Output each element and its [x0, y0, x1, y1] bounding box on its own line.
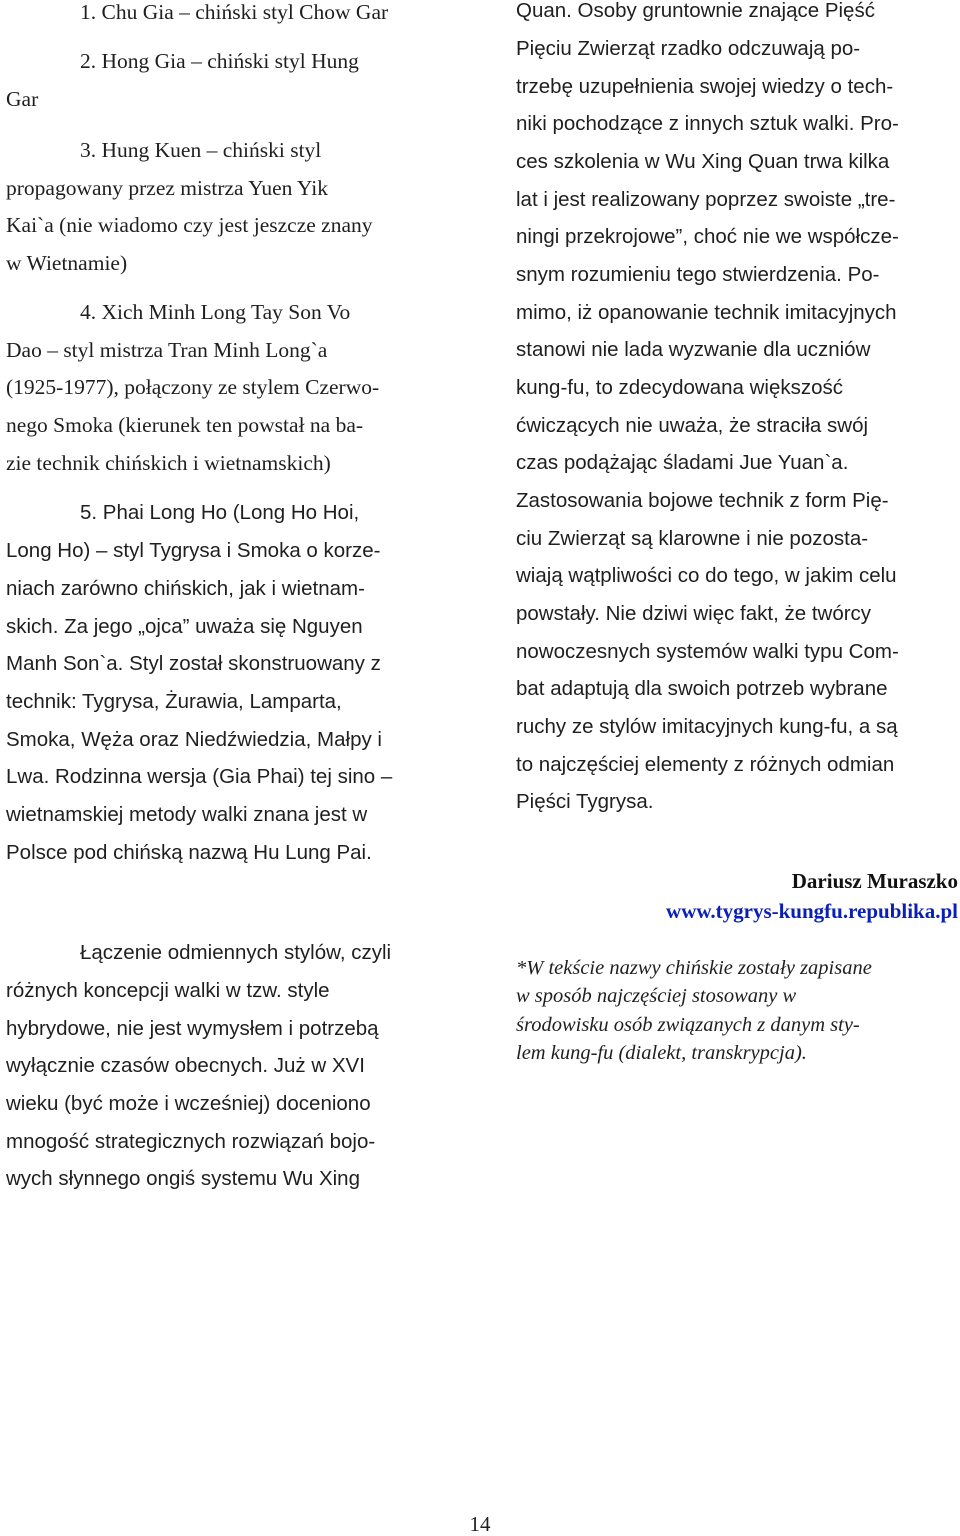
list-item-5-line-7: Smoka, Węża oraz Niedźwiedzia, Małpy i: [6, 728, 382, 751]
list-item-2-line-1: 2. Hong Gia – chiński styl Hung: [80, 49, 359, 73]
right-line-3: trzebę uzupełnienia swojej wiedzy o tech-: [516, 75, 894, 98]
list-item-3-line-3: Kai`a (nie wiadomo czy jest jeszcze znany: [6, 213, 373, 237]
footnote-line-1: *W tekście nazwy chińskie zostały zapisane: [516, 957, 872, 979]
list-item-5-line-1: 5. Phai Long Ho (Long Ho Hoi,: [80, 501, 360, 524]
list-item-4-line-4: nego Smoka (kierunek ten powstał na ba-: [6, 413, 364, 437]
list-item-2-line-2: Gar: [6, 87, 39, 111]
paragraph-line-1: Łączenie odmiennych stylów, czyli: [80, 941, 392, 964]
paragraph-line-5: wieku (być może i wcześniej) doceniono: [6, 1092, 371, 1115]
right-line-19: bat adaptują dla swoich potrzeb wybrane: [516, 677, 888, 700]
list-item-3-line-2: propagowany przez mistrza Yuen Yik: [6, 176, 328, 200]
right-line-4: niki pochodzące z innych sztuk walki. Pro-: [516, 112, 899, 135]
right-line-12: ćwiczących nie uważa, że straciła swój: [516, 414, 869, 437]
right-line-10: stanowi nie lada wyzwanie dla uczniów: [516, 338, 871, 361]
footnote-line-4: lem kung-fu (dialekt, transkrypcja).: [516, 1042, 807, 1064]
page-number: 14: [469, 1512, 491, 1536]
paragraph-line-4: wyłącznie czasów obecnych. Już w XVI: [6, 1054, 365, 1077]
right-line-21: to najczęściej elementy z różnych odmian: [516, 753, 895, 776]
list-item-4-line-1: 4. Xich Minh Long Tay Son Vo: [80, 300, 351, 324]
list-item-5-line-10: Polsce pod chińską nazwą Hu Lung Pai.: [6, 841, 372, 864]
list-item-4-line-2: Dao – styl mistrza Tran Minh Long`a: [6, 338, 328, 362]
right-line-7: ningi przekrojowe”, choć nie we współcze-: [516, 225, 899, 248]
list-item-5-line-8: Lwa. Rodzinna wersja (Gia Phai) tej sino –: [6, 765, 393, 788]
right-line-16: wiają wątpliwości co do tego, w jakim celu: [516, 564, 897, 587]
right-line-11: kung-fu, to zdecydowana większość: [516, 376, 844, 399]
list-item-5-line-9: wietnamskiej metody walki znana jest w: [6, 803, 368, 826]
paragraph-line-6: mnogość strategicznych rozwiązań bojo-: [6, 1130, 376, 1153]
footnote-line-3: środowisku osób związanych z danym sty-: [516, 1014, 860, 1036]
right-line-1: Quan. Osoby gruntownie znające Pięść: [516, 0, 875, 22]
footnote-line-2: w sposób najczęściej stosowany w: [516, 985, 797, 1007]
list-item-3-line-4: w Wietnamie): [6, 251, 128, 275]
list-item-5-line-4: skich. Za jego „ojca” uważa się Nguyen: [6, 615, 363, 638]
right-line-14: Zastosowania bojowe technik z form Pię-: [516, 489, 889, 512]
right-line-6: lat i jest realizowany poprzez swoiste „tre-: [516, 188, 896, 211]
list-item-5-line-5: Manh Son`a. Styl został skonstruowany z: [6, 652, 381, 675]
right-line-22: Pięści Tygrysa.: [516, 790, 654, 813]
right-line-15: ciu Zwierząt są klarowne i nie pozosta-: [516, 527, 869, 550]
right-line-9: mimo, iż opanowanie technik imitacyjnych: [516, 301, 897, 324]
author-name: Dariusz Muraszko: [791, 869, 958, 893]
list-item-5-line-6: technik: Tygrysa, Żurawia, Lamparta,: [6, 690, 342, 713]
right-line-8: snym rozumieniu tego stwierdzenia. Po-: [516, 263, 880, 286]
right-line-17: powstały. Nie dziwi więc fakt, że twórcy: [516, 602, 872, 625]
list-item-4-line-5: zie technik chińskich i wietnamskich): [6, 451, 331, 475]
list-item-5-line-2: Long Ho) – styl Tygrysa i Smoka o korze-: [6, 539, 381, 562]
paragraph-line-2: różnych koncepcji walki w tzw. style: [6, 979, 330, 1002]
list-item-5-line-3: niach zarówno chińskich, jak i wietnam-: [6, 577, 365, 600]
right-line-20: ruchy ze stylów imitacyjnych kung-fu, a są: [516, 715, 898, 738]
website-link[interactable]: www.tygrys-kungfu.republika.pl: [666, 899, 958, 923]
paragraph-line-7: wych słynnego ongiś systemu Wu Xing: [6, 1167, 360, 1190]
right-line-18: nowoczesnych systemów walki typu Com-: [516, 640, 899, 663]
list-item-1-line-1: 1. Chu Gia – chiński styl Chow Gar: [80, 0, 389, 24]
paragraph-line-3: hybrydowe, nie jest wymysłem i potrzebą: [6, 1017, 379, 1040]
right-line-13: czas podążając śladami Jue Yuan`a.: [516, 451, 849, 474]
right-line-5: ces szkolenia w Wu Xing Quan trwa kilka: [516, 150, 890, 173]
list-item-3-line-1: 3. Hung Kuen – chiński styl: [80, 138, 322, 162]
list-item-4-line-3: (1925-1977), połączony ze stylem Czerwo-: [6, 375, 380, 399]
right-line-2: Pięciu Zwierząt rzadko odczuwają po-: [516, 37, 861, 60]
